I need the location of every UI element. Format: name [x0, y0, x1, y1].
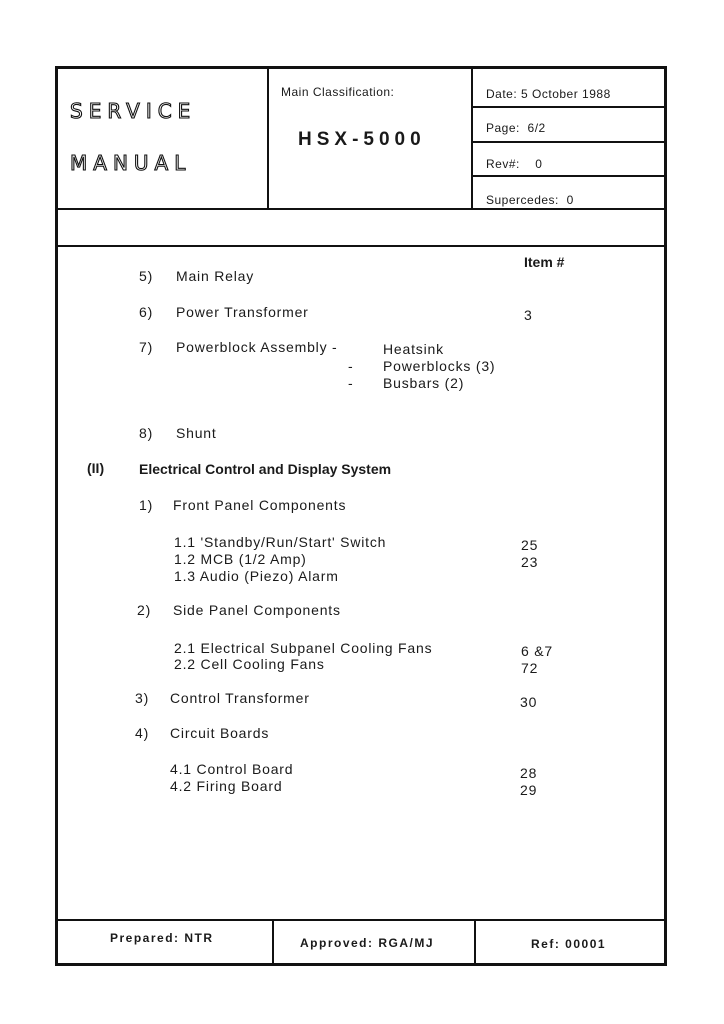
page-label: Page: — [486, 121, 520, 135]
section-title: Electrical Control and Display System — [139, 461, 392, 477]
header-divider-1 — [267, 69, 269, 208]
item-number: 25 — [521, 537, 539, 553]
list-item-label: Control Transformer — [170, 690, 310, 706]
approved-by: Approved: RGA/MJ — [300, 936, 435, 950]
item-number: 72 — [521, 660, 539, 676]
brand-manual: MANUAL — [70, 151, 192, 175]
sub-item-label: 1.2 MCB (1/2 Amp) — [174, 551, 307, 567]
item-number: 6 &7 — [521, 643, 553, 659]
list-num: 3) — [135, 690, 150, 706]
supercedes-field — [486, 193, 574, 207]
sub-item-label: 1.1 'Standby/Run/Start' Switch — [174, 534, 387, 550]
reference: Ref: 00001 — [531, 937, 607, 951]
rev-label: Rev#: — [486, 157, 520, 171]
supercedes-label: Supercedes: — [486, 193, 559, 207]
subheader-rule — [58, 245, 664, 247]
footer-divider-2 — [474, 919, 476, 963]
page-field — [486, 121, 546, 135]
list-item-label: Power Transformer — [176, 304, 309, 320]
list-item-label: Powerblock Assembly - — [176, 339, 338, 355]
sub-item-label: Busbars (2) — [383, 375, 465, 391]
item-number: 29 — [520, 782, 538, 798]
footer-divider-1 — [272, 919, 274, 963]
list-num: 5) — [139, 268, 154, 284]
prepared-by: Prepared: NTR — [110, 931, 214, 945]
list-num: 8) — [139, 425, 154, 441]
item-number: 3 — [524, 307, 533, 323]
header-bottom-rule — [58, 208, 664, 210]
item-column-header: Item # — [524, 254, 565, 270]
list-num: 6) — [139, 304, 154, 320]
list-item-label: Front Panel Components — [173, 497, 347, 513]
document-frame — [55, 66, 667, 966]
list-item-label: Circuit Boards — [170, 725, 270, 741]
model-number: HSX-5000 — [298, 129, 426, 150]
list-num: 1) — [139, 497, 154, 513]
list-item-label: Shunt — [176, 425, 217, 441]
sub-item-dash: - — [348, 358, 354, 374]
date-rule — [471, 106, 664, 108]
item-number: 28 — [520, 765, 538, 781]
page-rule — [471, 141, 664, 143]
sub-item-dash: - — [348, 375, 354, 391]
header-divider-2 — [471, 69, 473, 208]
sub-item-label: 2.2 Cell Cooling Fans — [174, 656, 325, 672]
supercedes-value: 0 — [566, 193, 574, 207]
rev-field — [486, 157, 542, 171]
item-number: 23 — [521, 554, 539, 570]
sub-item-label: 4.2 Firing Board — [170, 778, 283, 794]
sub-item-label: 2.1 Electrical Subpanel Cooling Fans — [174, 640, 433, 656]
list-item-label: Main Relay — [176, 268, 255, 284]
sub-item-label: Heatsink — [383, 341, 444, 357]
list-num: 2) — [137, 602, 152, 618]
section-numeral: (II) — [87, 460, 105, 476]
rev-value: 0 — [535, 157, 543, 171]
list-item-label: Side Panel Components — [173, 602, 341, 618]
list-num: 4) — [135, 725, 150, 741]
classification-label: Main Classification: — [281, 85, 395, 99]
brand-service: SERVICE — [70, 99, 197, 123]
list-num: 7) — [139, 339, 154, 355]
sub-item-label: 4.1 Control Board — [170, 761, 294, 777]
rev-rule — [471, 175, 664, 177]
sub-item-label: Powerblocks (3) — [383, 358, 496, 374]
footer-rule — [58, 919, 664, 921]
date-field: Date: 5 October 1988 — [486, 87, 611, 101]
sub-item-label: 1.3 Audio (Piezo) Alarm — [174, 568, 339, 584]
item-number: 30 — [520, 694, 538, 710]
page-value: 6/2 — [527, 121, 546, 135]
